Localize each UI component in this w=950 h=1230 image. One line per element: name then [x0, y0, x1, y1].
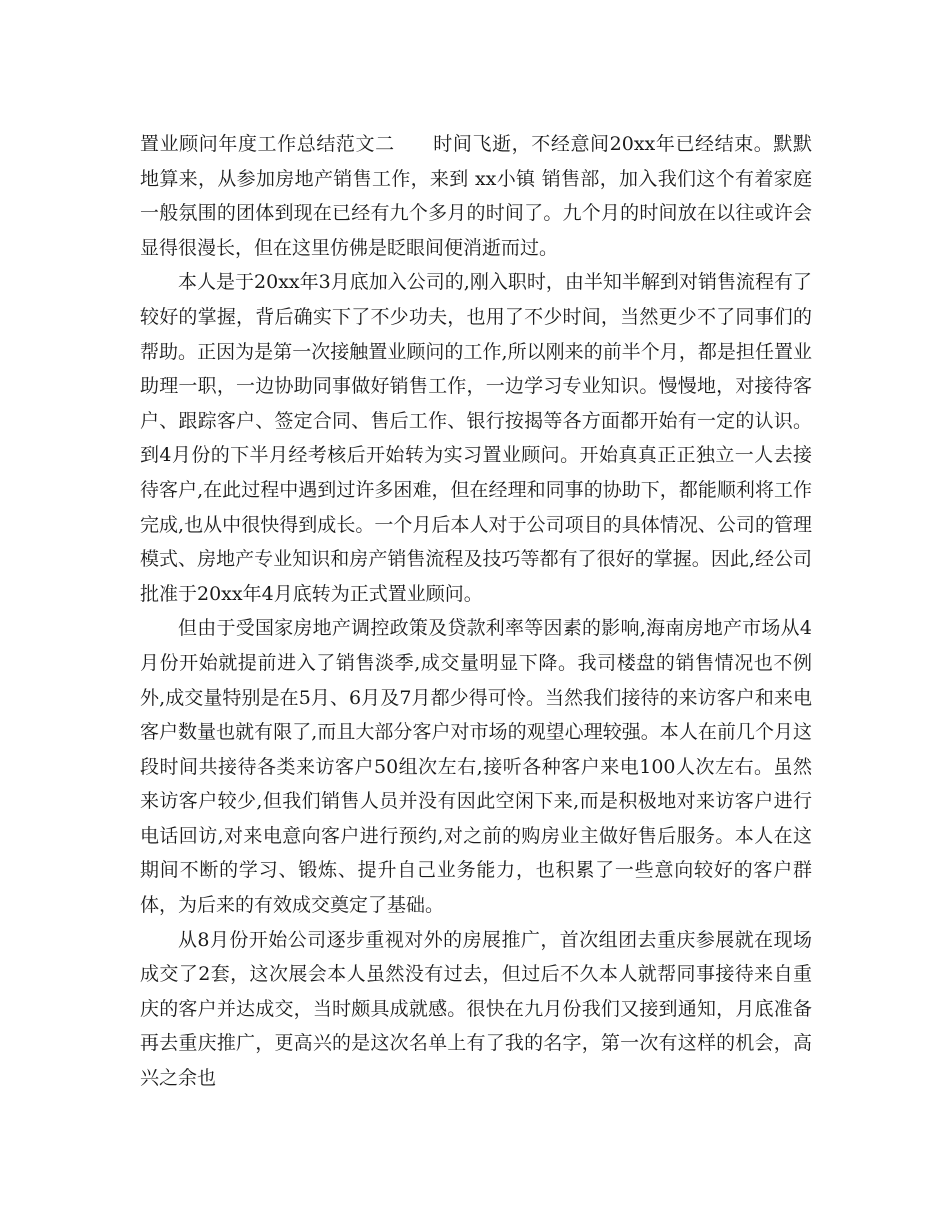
- paragraph-1: [140, 127, 812, 265]
- document-title: 置业顾问年度工作总结范文二: [140, 133, 395, 155]
- paragraph-3: 但由于受国家房地产调控政策及贷款利率等因素的影响,海南房地产市场从4月份开始就提前进入了销售淡季,成交量明显下降。我司楼盘的销售情况也不例外,成交量特别是在5月、6月及7月都少得可怜。当然我们接待的来访客户和来电客户数量也就有限了,而且大部分客户对市场的观望心理较强。本人在前几个月这段时间共接待各类来访客户50组次左右,接听各种客户来电100人次左右。虽然来访客户较少,但我们销售人员并没有因此空闲下来,而是积极地对来访客户进行电话回访,对来电意向客户进行预约,对之前的购房业主做好售后服务。本人在这期间不断的学习、锻炼、提升自己业务能力，也积累了一些意向较好的客户群体，为后来的有效成交奠定了基础。: [140, 617, 812, 917]
- paragraph-4: 从8月份开始公司逐步重视对外的房展推广，首次组团去重庆参展就在现场成交了2套，这次展会本人虽然没有过去，但过后不久本人就帮同事接待来自重庆的客户并达成交，当时颇具成就感。很快在九月份我们又接到通知，月底准备再去重庆推广，更高兴的是这次名单上有了我的名字，第一次有这样的机会，高兴之余也: [140, 928, 812, 1090]
- paragraph-2: 本人是于20xx年3月底加入公司的,刚入职时，由半知半解到对销售流程有了较好的掌握，背后确实下了不少功夫，也用了不少时间，当然更少不了同事们的帮助。正因为是第一次接触置业顾问的工作,所以刚来的前半个月，都是担任置业助理一职，一边协助同事做好销售工作，一边学习专业知识。慢慢地，对接待客户、跟踪客户、签定合同、售后工作、银行按揭等各方面都开始有一定的认识。到4月份的下半月经考核后开始转为实习置业顾问。开始真真正正独立一人去接待客户,在此过程中遇到过许多困难，但在经理和同事的协助下，都能顺利将工作完成,也从中很快得到成长。一个月后本人对于公司项目的具体情况、公司的管理模式、房地产专业知识和房产销售流程及技巧等都有了很好的掌握。因此,经公司批准于20xx年4月底转为正式置业顾问。: [140, 271, 812, 605]
- paragraph-1-text: 时间飞逝，不经意间20xx年已经结束。默默地算来，从参加房地产销售工作，来到 xx小镇 销售部，加入我们这个有着家庭一般氛围的团体到现在已经有九个多月的时间了。九个月的时间放在以往或许会显得很漫长，但在这里仿佛是眨眼间便消逝而过。: [140, 133, 812, 259]
- document-body: [140, 127, 812, 1096]
